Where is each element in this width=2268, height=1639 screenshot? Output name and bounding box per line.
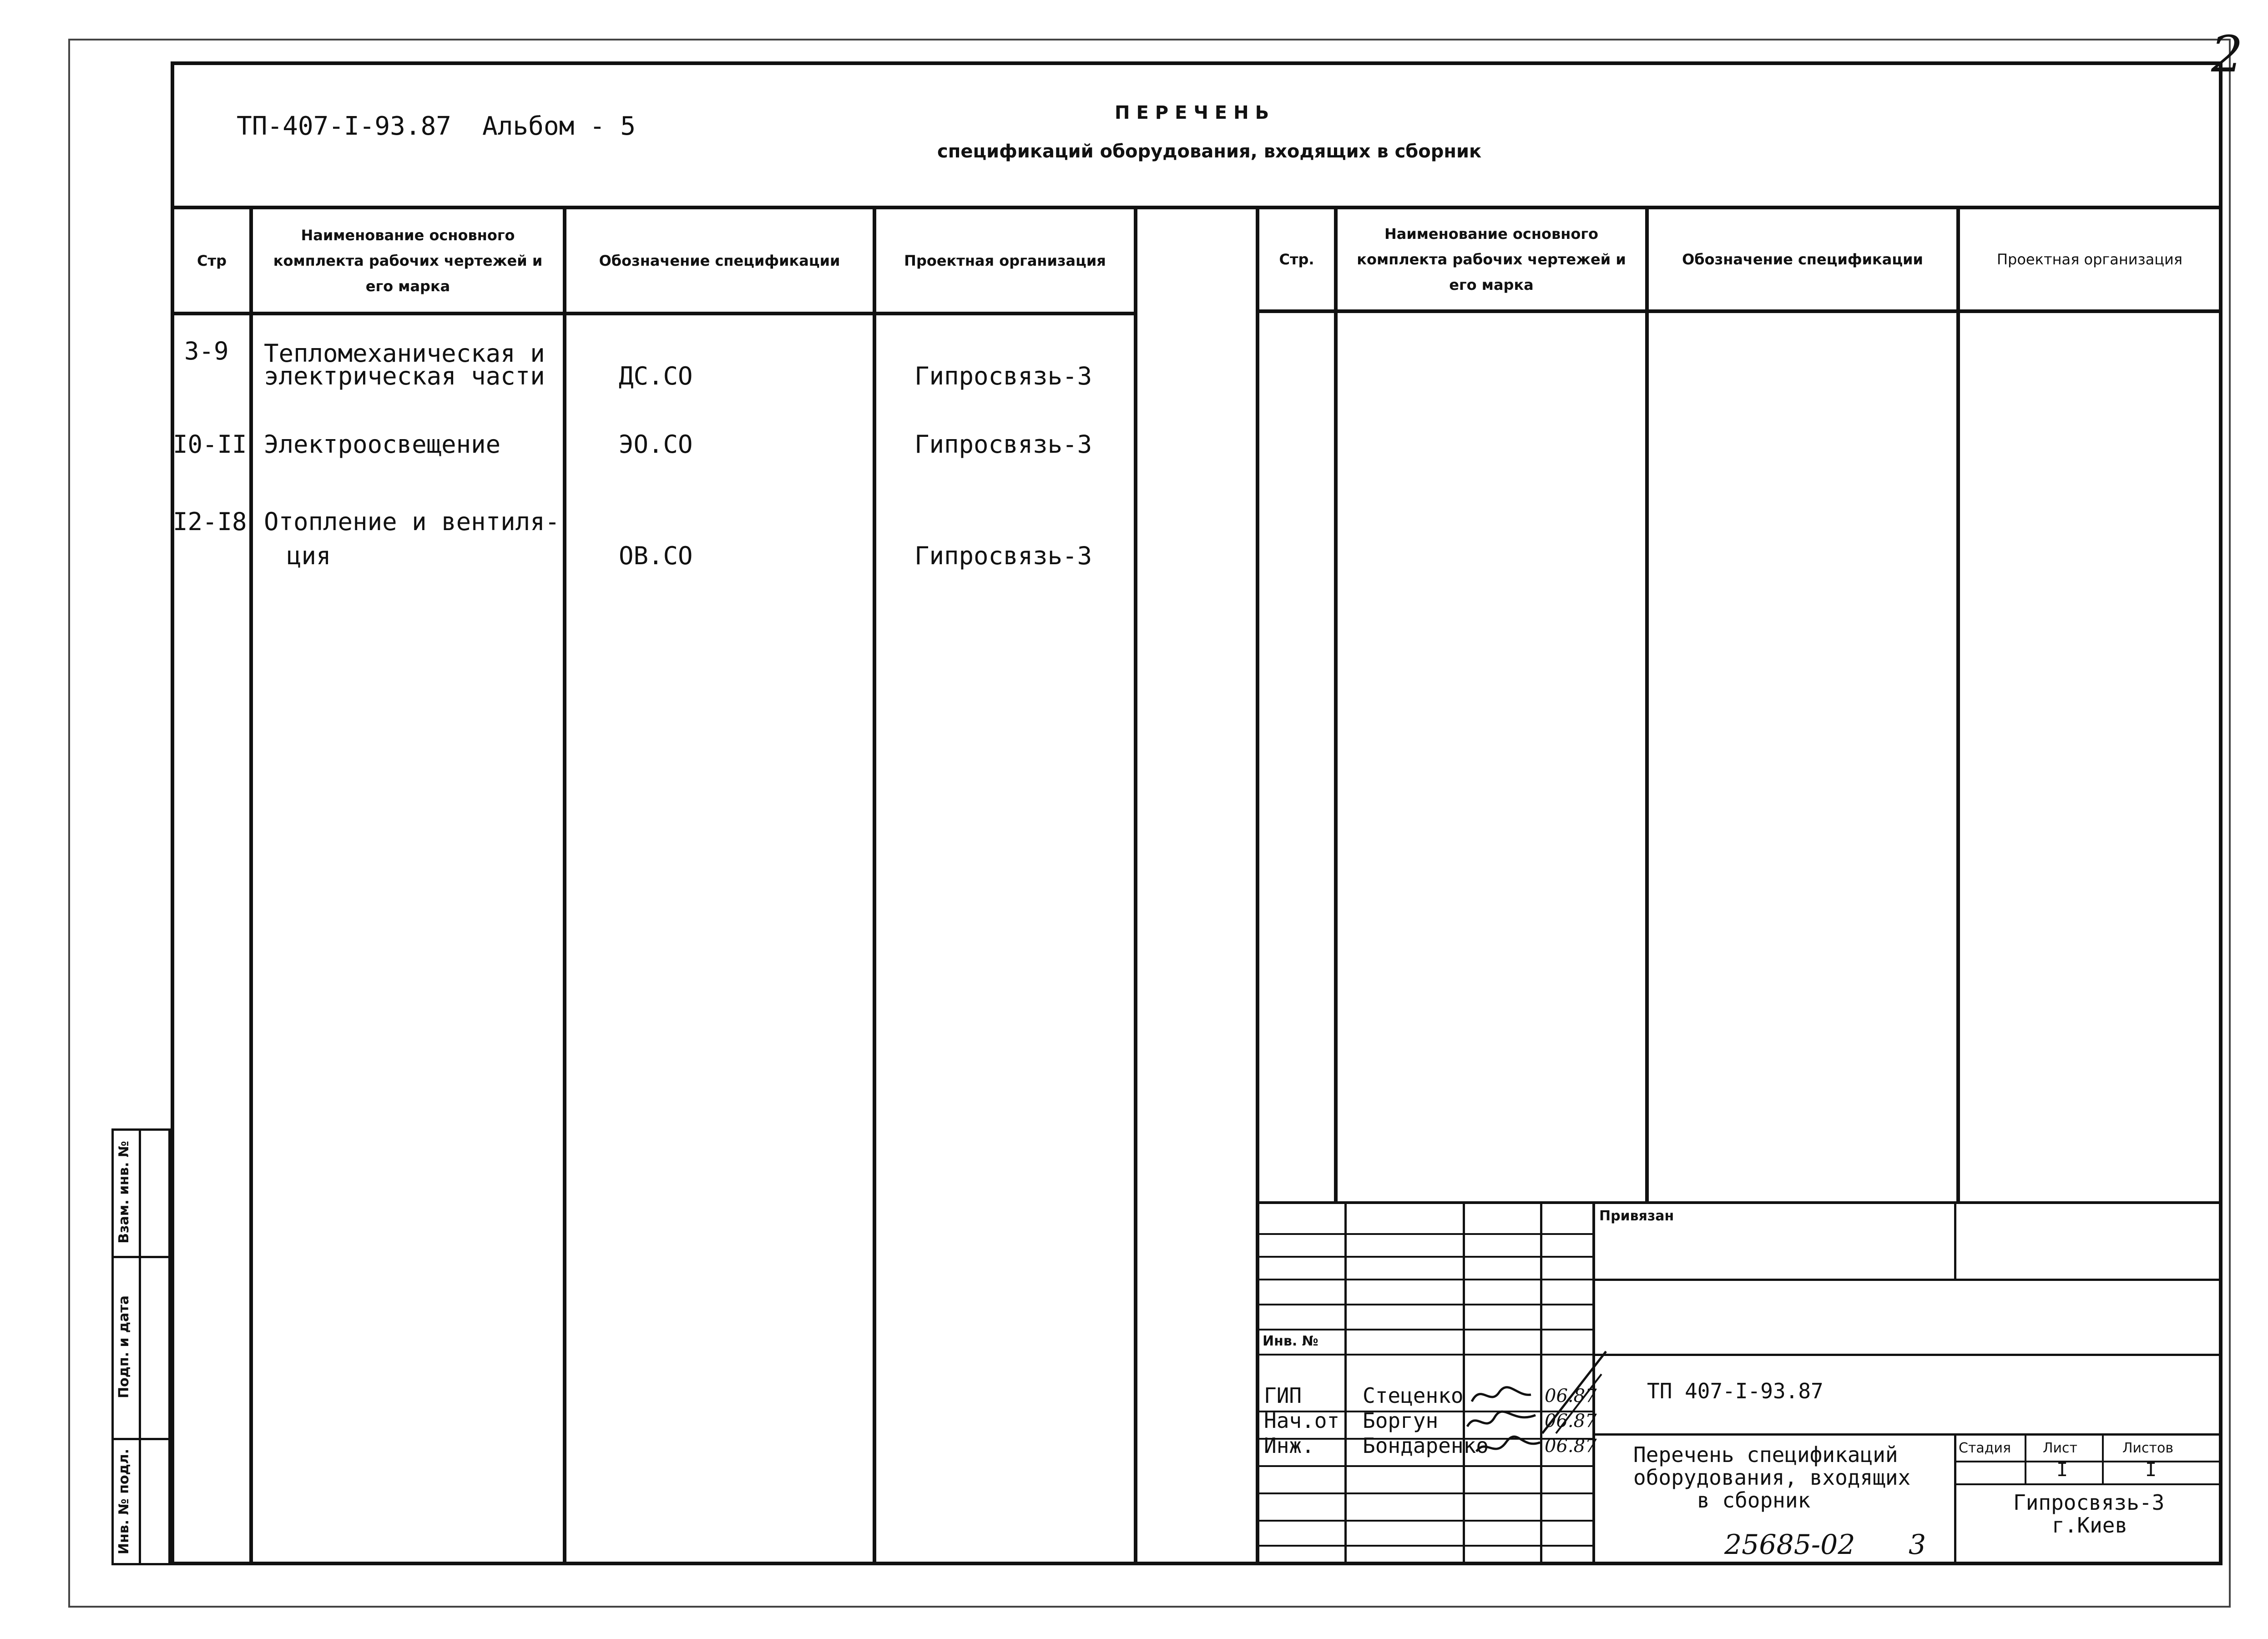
row-1-page: 3-9 bbox=[184, 337, 229, 365]
left-col-divider-1 bbox=[249, 206, 253, 1565]
tb-stage-rule-1 bbox=[1954, 1461, 2223, 1462]
right-header-name: Наименование основного комплекта рабочих чертежей и его марка bbox=[1357, 225, 1626, 293]
left-header-org: Проектная организация bbox=[904, 252, 1106, 269]
doc-title-line-3: в сборник bbox=[1697, 1488, 1811, 1513]
org-name: Гипросвязь-3 bbox=[2013, 1490, 2165, 1515]
left-col-divider-3 bbox=[873, 206, 876, 1565]
date-3: 06.87 bbox=[1545, 1436, 1597, 1457]
row-3-spec: ОВ.СО bbox=[619, 541, 693, 570]
title-block-top-rule bbox=[1256, 1201, 2223, 1204]
tb-row-5 bbox=[1256, 1329, 1592, 1330]
doc-title-line-1: Перечень спецификаций bbox=[1633, 1442, 1898, 1467]
row-1-spec: ДС.СО bbox=[619, 362, 693, 390]
right-table-header-rule bbox=[1256, 309, 2223, 313]
tb-row-2 bbox=[1256, 1256, 1592, 1258]
side-stamp-divider bbox=[139, 1128, 141, 1565]
role-gip: ГИП bbox=[1264, 1383, 1302, 1408]
row-1-org: Гипросвязь-3 bbox=[914, 362, 1092, 390]
right-header-org: Проектная организация bbox=[1996, 251, 2183, 268]
right-header-page: Стр. bbox=[1279, 251, 1314, 268]
row-3-page: I2-I8 bbox=[173, 507, 247, 536]
left-table-header-rule bbox=[171, 312, 1137, 315]
left-header-name: Наименование основного комплекта рабочих чертежей и его марка bbox=[273, 226, 543, 295]
tb-row-3 bbox=[1256, 1279, 1592, 1280]
tb-row-12 bbox=[1256, 1545, 1592, 1547]
page-subtitle: спецификаций оборудования, входящих в сборник bbox=[937, 141, 1482, 162]
right-col-divider-2 bbox=[1645, 206, 1649, 1202]
right-header-spec: Обозначение спецификации bbox=[1682, 251, 1923, 268]
row-3-name: Отопление и вентиля- bbox=[264, 507, 560, 536]
side-label-vzam: Взам. инв. № bbox=[116, 1141, 132, 1244]
row-2-page: I0-II bbox=[173, 430, 247, 459]
name-borgun: Боргун bbox=[1363, 1408, 1439, 1433]
tb-right-vert-bottom bbox=[1954, 1433, 1956, 1565]
sheet-label: Лист bbox=[2043, 1440, 2078, 1456]
date-1: 06.87 bbox=[1545, 1386, 1597, 1406]
tb-row-11 bbox=[1256, 1520, 1592, 1522]
name-stecenko: Стеценко bbox=[1363, 1383, 1464, 1408]
tb-right-rule-3 bbox=[1592, 1433, 2223, 1436]
left-table-right-border bbox=[1134, 206, 1137, 1565]
right-table-left-border bbox=[1256, 206, 1259, 1565]
privyazan-label: Привязан bbox=[1599, 1208, 1674, 1224]
left-header-page: Стр bbox=[197, 252, 227, 269]
header-divider bbox=[171, 206, 2223, 209]
row-2-org: Гипросвязь-3 bbox=[914, 430, 1092, 459]
tb-stage-vert-2 bbox=[2102, 1433, 2104, 1483]
tb-row-10 bbox=[1256, 1492, 1592, 1494]
date-2: 06.87 bbox=[1545, 1411, 1597, 1432]
row-3-name-cont: ция bbox=[287, 541, 331, 570]
sheet-value: I bbox=[2056, 1458, 2068, 1481]
signatures bbox=[1463, 1374, 1549, 1465]
doc-title-line-2: оборудования, входящих bbox=[1633, 1465, 1911, 1490]
tb-right-vert-top bbox=[1954, 1201, 1956, 1281]
page-title: ПЕРЕЧЕНЬ bbox=[1115, 102, 1276, 123]
left-header-spec: Обозначение спецификации bbox=[599, 252, 840, 269]
side-label-podp: Подп. и дата bbox=[116, 1295, 132, 1399]
name-bondarenko: Бондаренко bbox=[1363, 1433, 1489, 1458]
tb-row-1 bbox=[1256, 1233, 1592, 1235]
inv-no-label: Инв. № bbox=[1263, 1333, 1318, 1349]
tb-right-rule-2 bbox=[1592, 1354, 2223, 1356]
row-1-name: Тепломеханическая и bbox=[264, 339, 545, 368]
right-col-divider-1 bbox=[1334, 206, 1338, 1202]
sheets-value: I bbox=[2145, 1458, 2157, 1481]
tb-stage-rule-2 bbox=[1954, 1483, 2223, 1485]
document-code: ТП-407-I-93.87 bbox=[237, 111, 452, 141]
archive-number: 25685-02 bbox=[1724, 1529, 1855, 1561]
album-label: Альбом - 5 bbox=[482, 111, 636, 141]
tb-row-4 bbox=[1256, 1304, 1592, 1305]
corner-mark: 2 bbox=[2211, 25, 2243, 83]
side-label-inv: Инв. № подл. bbox=[116, 1448, 132, 1555]
project-code: ТП 407-I-93.87 bbox=[1647, 1379, 1823, 1403]
right-col-divider-3 bbox=[1956, 206, 1960, 1202]
tb-right-rule-1 bbox=[1592, 1279, 2223, 1281]
row-3-org: Гипросвязь-3 bbox=[914, 541, 1092, 570]
row-1-name-cont: электрическая части bbox=[264, 362, 545, 390]
archive-page: 3 bbox=[1909, 1529, 1926, 1561]
row-2-name: Электроосвещение bbox=[264, 430, 501, 459]
sheets-label: Листов bbox=[2122, 1440, 2174, 1456]
role-nach: Нач.от bbox=[1264, 1408, 1340, 1433]
tb-stage-vert-1 bbox=[2025, 1433, 2026, 1483]
tb-row-9 bbox=[1256, 1465, 1592, 1467]
stage-label: Стадия bbox=[1959, 1440, 2011, 1456]
org-city: г.Киев bbox=[2052, 1513, 2128, 1538]
left-col-divider-2 bbox=[563, 206, 566, 1565]
role-inzh: Инж. bbox=[1264, 1433, 1314, 1458]
row-2-spec: ЭО.СО bbox=[619, 430, 693, 459]
